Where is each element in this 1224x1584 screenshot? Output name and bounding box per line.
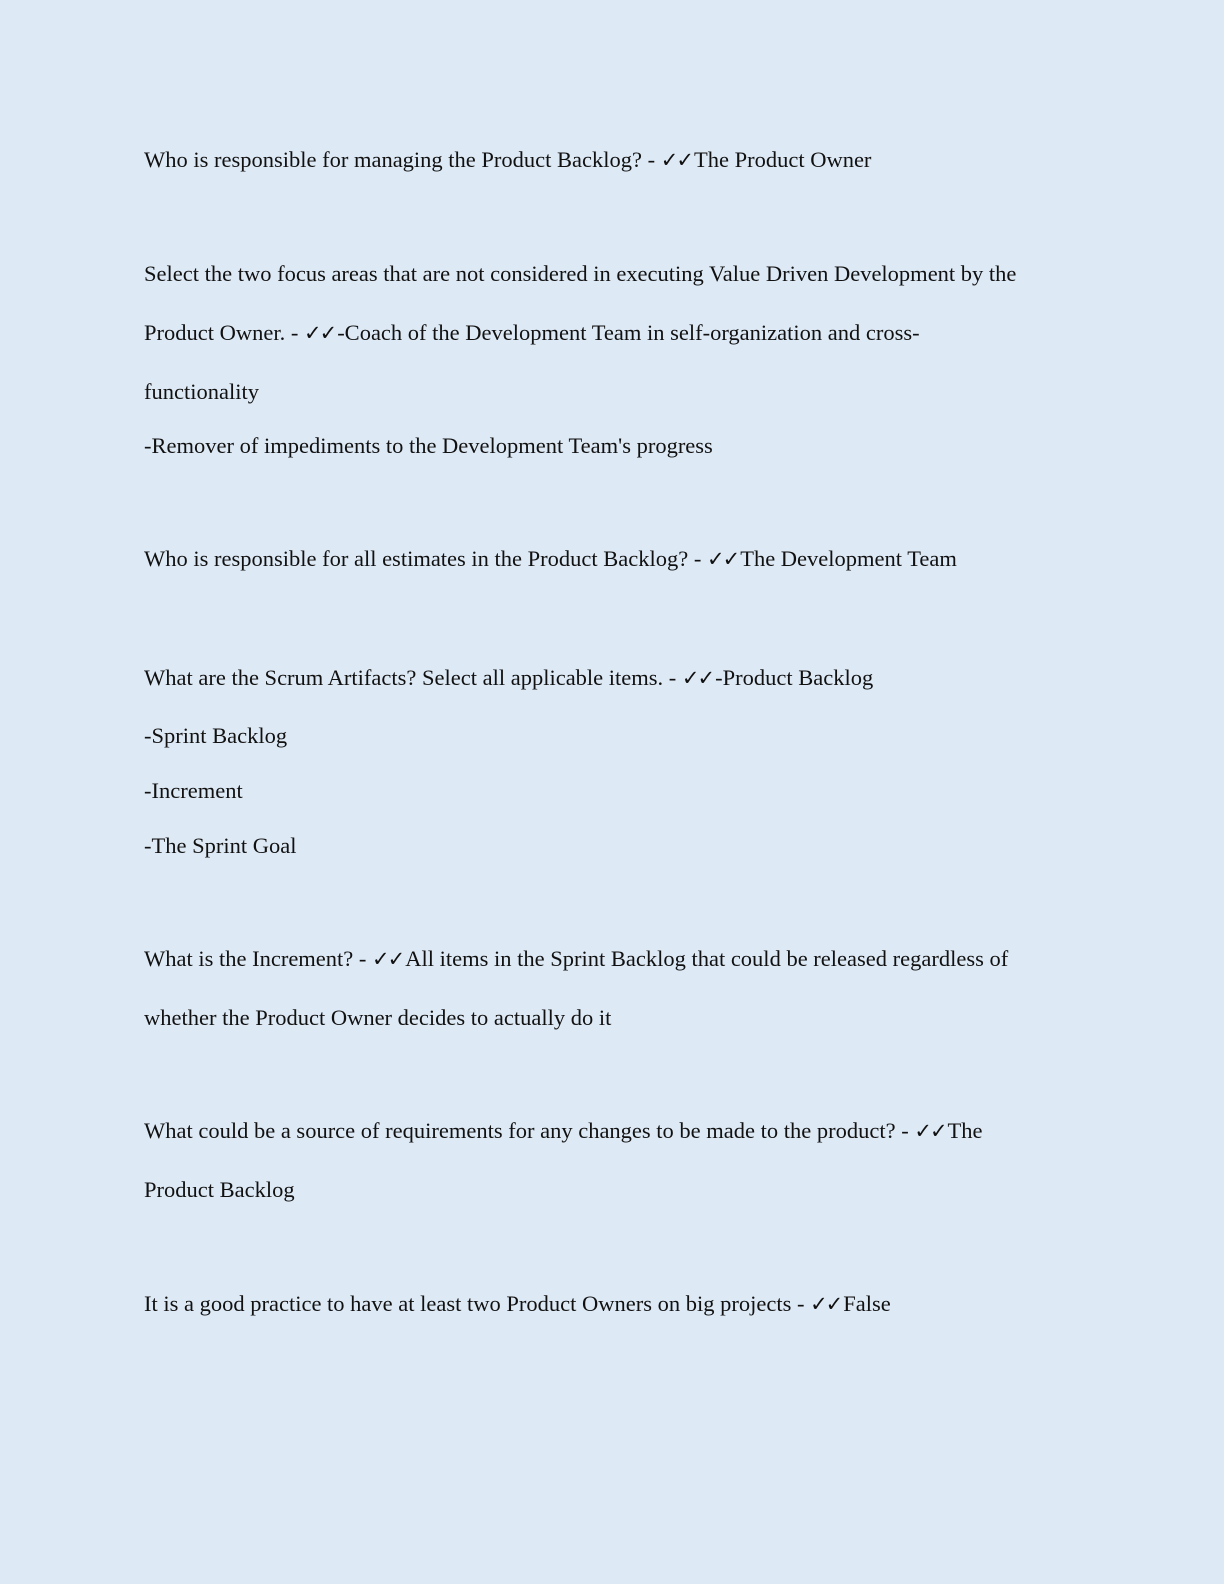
qa-7-line-1 <box>144 1290 891 1318</box>
qa-2-question: Select the two focus areas that are not considered in executing Value Driven Development by the <box>144 261 1017 286</box>
qa-5-line-2 <box>144 1004 611 1032</box>
qa-2-line-1 <box>144 260 1016 288</box>
qa-6-answer: The <box>947 1118 983 1143</box>
qa-4-line-1 <box>144 664 873 692</box>
qa-4-line-3 <box>144 777 243 805</box>
qa-7-question: It is a good practice to have at least two Product Owners on big projects - <box>144 1291 805 1316</box>
qa-4-line-2 <box>144 722 287 750</box>
qa-5-answer-line-1: whether the Product Owner decides to actually do it <box>144 1005 612 1030</box>
qa-6-line-1 <box>144 1117 983 1145</box>
double-check-icon: ✓✓ <box>372 947 404 971</box>
qa-3-line-1 <box>144 545 957 573</box>
qa-4-answer-line-1: -Sprint Backlog <box>144 723 288 748</box>
double-check-icon: ✓✓ <box>660 148 692 172</box>
qa-3-question: Who is responsible for all estimates in the Product Backlog? - <box>144 546 702 571</box>
qa-5-answer: All items in the Sprint Backlog that could be released regardless of <box>405 946 1009 971</box>
qa-1-line-1 <box>144 146 871 174</box>
double-check-icon: ✓✓ <box>681 666 714 690</box>
double-check-icon: ✓✓ <box>914 1119 946 1143</box>
qa-5-line-1 <box>144 945 1008 973</box>
double-check-icon: ✓✓ <box>303 321 336 345</box>
qa-4-answer: -Product Backlog <box>715 665 874 690</box>
qa-4-question: What are the Scrum Artifacts? Select all applicable items. - <box>144 665 677 690</box>
qa-6-question: What could be a source of requirements for any changes to be made to the product? - <box>144 1118 909 1143</box>
qa-7-answer: False <box>843 1291 891 1316</box>
qa-2-line-3 <box>144 378 259 406</box>
qa-1-question: Who is responsible for managing the Product Backlog? - <box>144 147 656 172</box>
double-check-icon: ✓✓ <box>810 1292 842 1316</box>
qa-2-question-cont: Product Owner. - <box>144 320 299 345</box>
qa-6-answer-line-1: Product Backlog <box>144 1177 295 1202</box>
qa-2-line-2 <box>144 319 920 347</box>
qa-2-answer-line-1: functionality <box>144 379 259 404</box>
qa-2-answer: -Coach of the Development Team in self-organization and cross- <box>337 320 920 345</box>
qa-4-line-4 <box>144 832 296 860</box>
qa-1-answer: The Product Owner <box>693 147 872 172</box>
double-check-icon: ✓✓ <box>707 547 739 571</box>
qa-4-answer-line-2: -Increment <box>144 778 243 803</box>
qa-4-answer-line-3: -The Sprint Goal <box>144 833 297 858</box>
qa-2-answer-line-2: -Remover of impediments to the Development Team's progress <box>144 433 713 458</box>
qa-6-line-2 <box>144 1176 295 1204</box>
qa-2-line-4 <box>144 432 713 460</box>
qa-3-answer: The Development Team <box>740 546 957 571</box>
qa-5-question: What is the Increment? - <box>144 946 367 971</box>
